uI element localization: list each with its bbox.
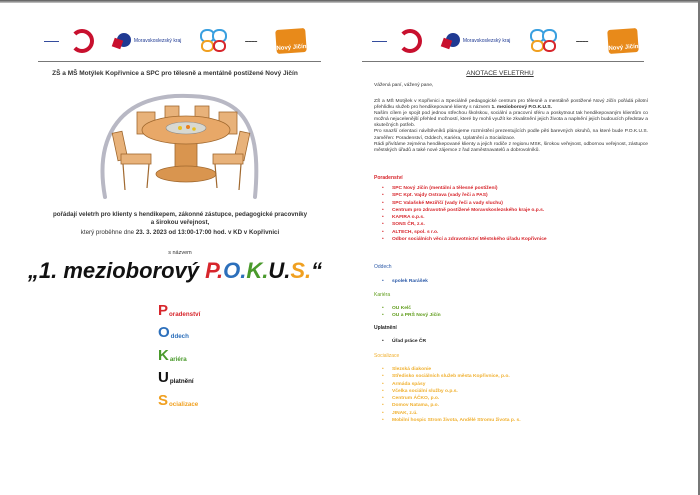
pokus-k: K.	[246, 258, 269, 283]
list-item: • ALTECH, spol. s r.o.	[382, 229, 547, 236]
section-heading-oddech: Oddech	[374, 264, 392, 270]
annotation-title: ANOTACE VELETRHU	[466, 70, 534, 77]
moravskoslezsky-kraj-logo-icon: Moravskoslezský kraj	[442, 33, 511, 49]
header-divider	[362, 61, 644, 62]
s-nazvem-label: s názvem	[168, 250, 192, 256]
list-item: • Úřad práce ČR	[382, 338, 426, 345]
pokus-p: P.	[205, 258, 224, 283]
annotation-body	[374, 99, 648, 154]
acronym-row: P oradenství	[158, 301, 201, 319]
list-item: • SONS ČR, z.s.	[382, 221, 547, 228]
novy-jicin-logo-icon: Nový Jičín	[275, 28, 307, 54]
section-heading-poradenstvi: Poradenství	[374, 175, 403, 181]
page-title: ZŠ a MŠ Motýlek Kopřivnice a SPC pro tělesně a mentálně postižené Nový Jičín	[52, 70, 298, 77]
butterfly-logo-icon	[200, 29, 226, 53]
list-oddech	[382, 278, 428, 285]
table-chairs-illustration	[95, 92, 265, 204]
section-heading-uplatneni: Uplatnění	[374, 325, 397, 331]
novy-jicin-logo-icon: Nový Jičín	[607, 28, 639, 54]
paragraph-2: Naším cílem je spojit pod jednou střechou školskou, sociální a pracovní sféru a poskytnout tak hendikepovaným klientům co možná nejucelenější přehled možností, které by mohli využít ke zkvalitnění jejich života a naplnění jejich budoucích představ a skutečných potřeb.	[374, 111, 648, 129]
ring-logo-text: ▬▬▬▬▬	[44, 38, 59, 43]
greeting: Vážená paní, vážený pane,	[374, 83, 434, 88]
acronym-row: S ocializace	[158, 391, 199, 409]
list-item: • Mobilní hospic Strom života, Andělé Stromu života p. s.	[382, 417, 521, 424]
acronym-list	[158, 295, 200, 408]
paragraph-1: ZŠ a MŠ Motýlek v Kopřivnici a Speciálně pedagogické centrum pro tělesně a mentálně postižené Nový Jičín pořádá pilotní přehlídku služeb pro hendikepované klienty s názvem 1. mezioborový P.O.K.U.S.	[374, 99, 648, 111]
list-item: • Centrum ÁČKO, p.o.	[382, 395, 521, 402]
list-item: • Armáda spásy	[382, 381, 521, 388]
list-uplatneni	[382, 338, 426, 345]
list-item: • Středisko sociálních služeb města Kopřivnice, p.o.	[382, 373, 521, 380]
pokus-s: S.	[290, 258, 312, 283]
small-text-logo-icon: ▬▬▬▬	[245, 39, 258, 43]
acronym-row: K ariéra	[158, 346, 187, 364]
ring-logo-icon	[44, 29, 94, 53]
right-page	[350, 0, 698, 495]
list-item: • JINAK, z.ú.	[382, 410, 521, 417]
event-date-prefix: který proběhne dne	[80, 229, 136, 236]
header-divider	[38, 61, 321, 62]
list-item: • Odbor sociálních věcí a zdravotnictví Městského úřadu Kopřivnice	[382, 236, 547, 243]
list-poradenstvi	[382, 185, 547, 243]
event-name: „1. mezioborový P.O.K.U.S.“	[27, 258, 323, 283]
list-item: • SPC Nový Jičín (mentální a tělesné postižení)	[382, 185, 547, 192]
pokus-o: O.	[223, 258, 247, 283]
pokus-u: U.	[268, 258, 291, 283]
event-date: 23. 3. 2023 od 13:00-17:00 hod. v KD v Kopřivnici	[135, 229, 280, 236]
invite-line-2: a širokou veřejnost,	[150, 219, 210, 226]
list-kariera	[382, 305, 441, 320]
list-item: • Slezská diakonie	[382, 366, 521, 373]
list-item: • SPC Kpt. Vajdy Ostrava (vady řeči a PAS)	[382, 192, 547, 199]
list-item: • KAFIRA o.p.s.	[382, 214, 547, 221]
logo-bar	[44, 24, 306, 58]
invite-line-1: pořádají veletrh pro klienty s hendikepem, zákonné zástupce, pedagogické pracovníky	[52, 211, 308, 218]
list-item: • Včelka sociální služby o.p.s.	[382, 388, 521, 395]
event-date-line	[20, 229, 340, 236]
moravskoslezsky-kraj-logo-icon: Moravskoslezský kraj	[113, 33, 182, 49]
ring-logo-icon: ▬▬▬▬▬	[372, 29, 422, 53]
section-heading-socializace: Socializace	[374, 353, 400, 359]
list-item: • Domov Natama, p.o.	[382, 402, 521, 409]
list-item: • OU a PRŠ Nový Jičín	[382, 312, 441, 319]
list-item: • Centrum pro zdravotně postižené Moravskoslezského kraje o.p.s.	[382, 207, 547, 214]
section-heading-kariera: Kariéra	[374, 292, 391, 298]
list-socializace	[382, 366, 521, 424]
butterfly-logo-icon	[530, 29, 556, 53]
small-text-logo-icon: ▬▬▬▬	[576, 39, 589, 43]
paragraph-3: Pro snazší orientaci návštěvníků plánujeme rozmístění prezentujících podle pěti barevných okruhů, na které bude P.O.K.U.S. zaměřen: Poradenství, Oddech, Kariéra, Uplatnění a Socializace.	[374, 129, 648, 141]
list-item: • SPC Valašské Meziříčí (vady řeči a vady sluchu)	[382, 200, 547, 207]
list-item: • OU Kelč	[382, 305, 441, 312]
logo-bar	[372, 24, 638, 58]
acronym-row: U platnění	[158, 369, 194, 386]
list-item: • spolek Rarášek	[382, 278, 428, 285]
acronym-row: O ddech	[158, 324, 189, 341]
paragraph-4: Rádi přivítáme zejména hendikepované klienty a jejich rodiče z regionu MSK, širokou veřejnost, odbornou veřejnost, zástupce městských úřadů a také nové zájemce z řad zaměstnavatelů a dobrovolníků.	[374, 141, 648, 153]
